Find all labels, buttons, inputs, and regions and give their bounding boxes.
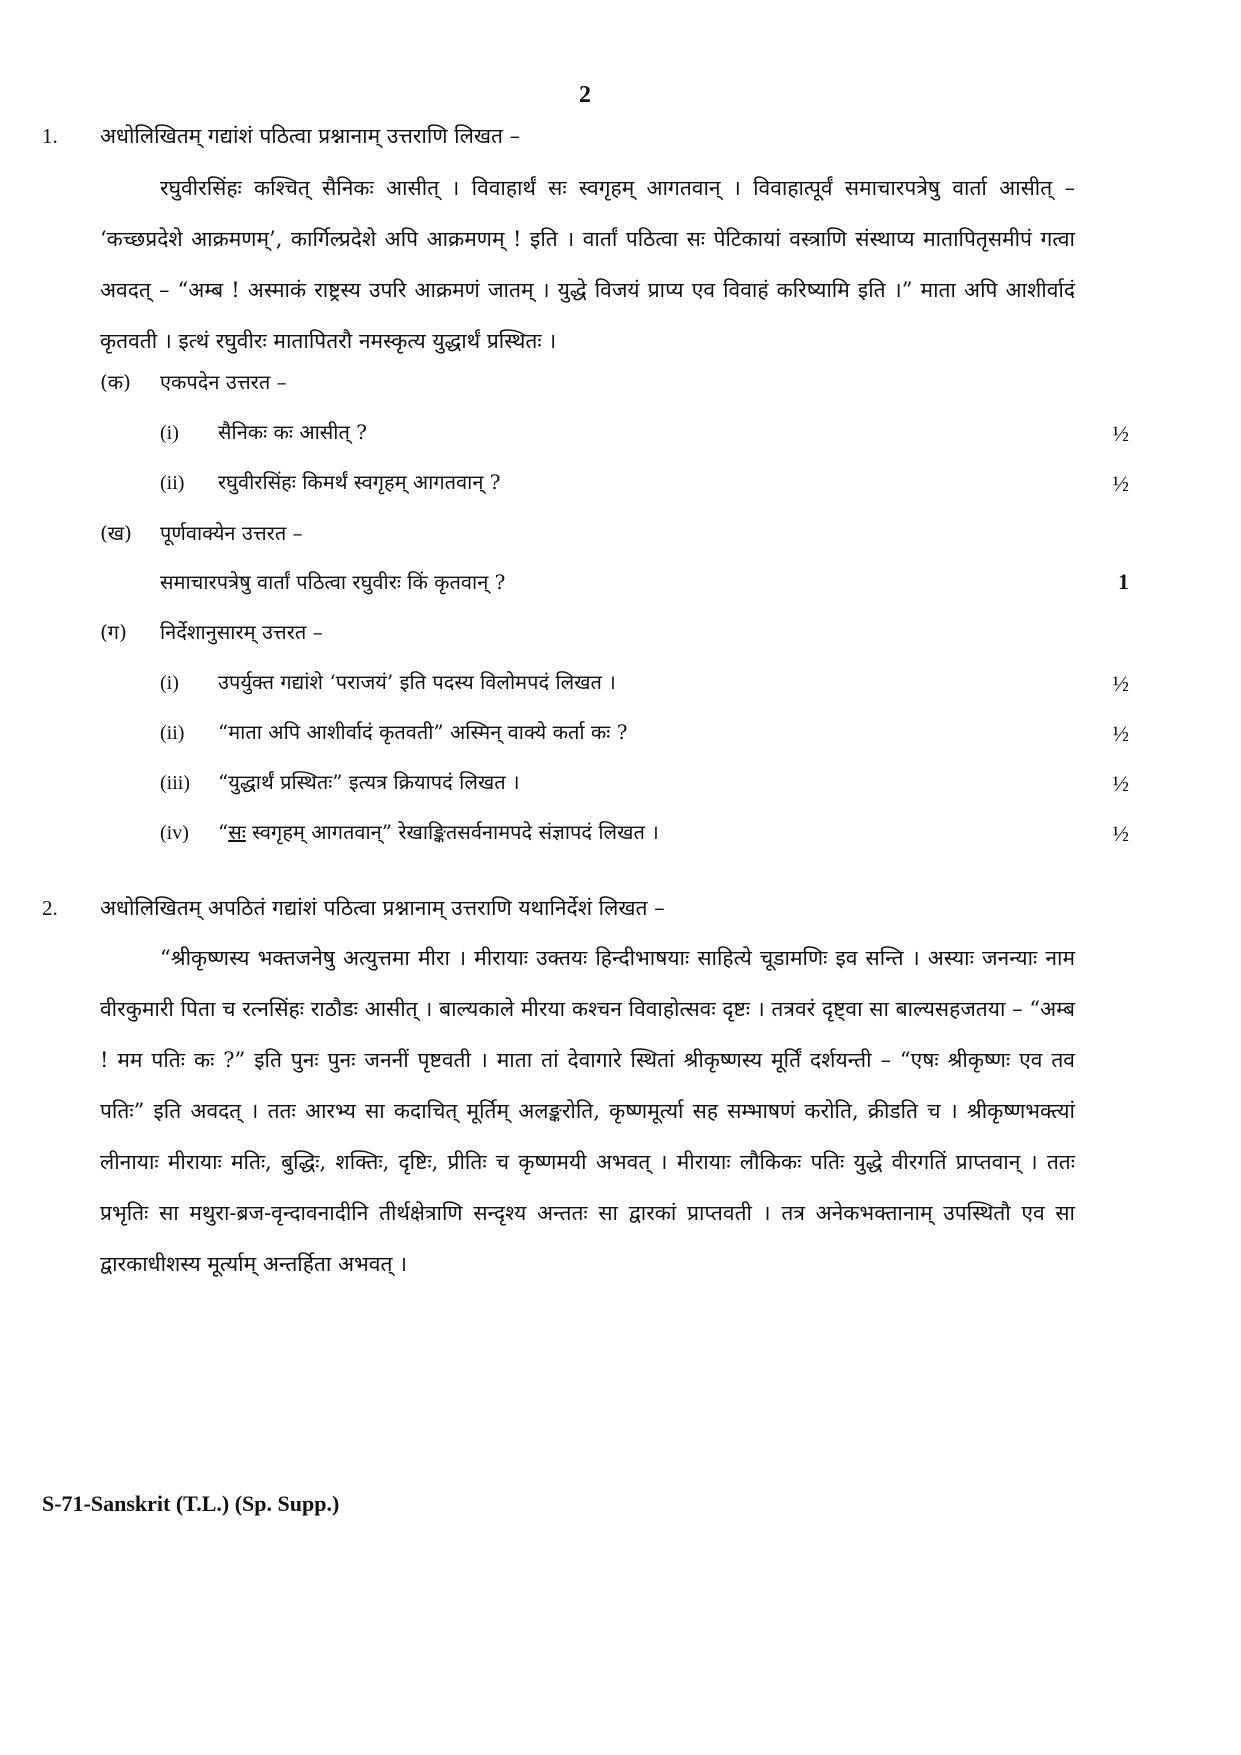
question-2-passage: “श्रीकृष्णस्य भक्तजनेषु अत्युत्तमा मीरा । मीरायाः उक्तयः हिन्दीभाषयाः साहित्ये चूडामणिः इव सन्ति । अस्याः जनन्याः नाम वीरकुमारी पिता च रत्नसिंहः राठौडः आसीत् । बाल्यकाले मीरया कश्चन विवाहोत्सवः दृष्टः । तत्रवरं दृष्ट्वा सा बाल्यसहजतया – “अम्ब ! मम पतिः कः ?” इति पुनः पुनः जननीं पृष्टवती । माता तां देवागारे स्थितां श्रीकृष्णस्य मूर्तिं दर्शयन्ती – “एषः श्रीकृष्णः एव तव पतिः” इति अवदत् । ततः आरभ्य सा कदाचित् मूर्तिम् अलङ्करोति, कृष्णमूर्त्या सह सम्भाषणं करोति, क्रीडति च । श्रीकृष्णभक्त्यां लीनायाः मीरायाः मतिः, बुद्धिः, शक्तिः, दृष्टिः, प्रीतिः च कृष्णमयी अभवत् । मीरायाः लौकिकः पतिः युद्धे वीरगतिं प्राप्तवान् । ततः प्रभृतिः सा मथुरा-ब्रज-वृन्दावनादीनि तीर्थक्षेत्राणि सन्दृश्य अन्ततः सा द्वारकां प्राप्तवती । तत्र अनेकभक्तानाम् उपस्थितौ एव सा द्वारकाधीशस्य मूर्त्याम् अन्तर्हिता अभवत् । — [100, 946, 1075, 1276]
marks: ½ — [1112, 471, 1129, 496]
part-ga-item — [160, 767, 520, 798]
marks: ½ — [1112, 671, 1129, 696]
part-ga-item — [160, 817, 659, 848]
item-text: सैनिकः कः आसीत् ? — [218, 420, 367, 444]
part-kha-title: पूर्णवाक्येन उत्तरत – — [160, 521, 303, 545]
part-kha-heading — [100, 518, 303, 548]
item-label: (ii) — [160, 722, 185, 744]
item-label: (i) — [160, 422, 179, 444]
item-text: “युद्धार्थं प्रस्थितः” इत्यत्र क्रियापदं लिखत । — [218, 770, 520, 794]
item-text: रघुवीरसिंहः किमर्थं स्वगृहम् आगतवान् ? — [218, 470, 501, 494]
part-ga-label: (ग) — [100, 620, 127, 644]
marks: ½ — [1112, 771, 1129, 796]
item-text: स्वगृहम् आगतवान्” रेखाङ्कितसर्वनामपदे संज्ञापदं लिखत । — [245, 820, 659, 844]
part-ga-item — [160, 717, 627, 748]
item-text-open-quote: “ — [218, 820, 229, 844]
question-2-heading — [42, 893, 665, 923]
item-label: (iii) — [160, 772, 190, 794]
underlined-pronoun: सः — [228, 820, 246, 844]
marks: ½ — [1112, 421, 1129, 446]
item-label: (ii) — [160, 472, 185, 494]
question-2-instruction: अधोलिखितम् अपठितं गद्यांशं पठित्वा प्रश्नानाम् उत्तराणि यथानिर्देशं लिखत – — [100, 896, 665, 920]
part-kha-question: समाचारपत्रेषु वार्तां पठित्वा रघुवीरः किं कृतवान् ? — [160, 570, 506, 594]
part-ga-item — [160, 667, 616, 698]
part-ga-heading — [100, 617, 323, 647]
page-number: 2 — [579, 82, 591, 108]
marks: ½ — [1112, 721, 1129, 746]
paper-code-footer: S-71-Sanskrit (T.L.) (Sp. Supp.) — [42, 1491, 340, 1516]
question-1-passage: रघुवीरसिंहः कश्चित् सैनिकः आसीत् । विवाहार्थं सः स्वगृहम् आगतवान् । विवाहात्पूर्वं समाचारपत्रेषु वार्ता आसीत् – ‘कच्छप्रदेशे आक्रमणम्’, कार्गिल्प्रदेशे अपि आक्रमणम् ! इति । वार्तां पठित्वा सः पेटिकायां वस्त्राणि संस्थाप्य मातापितृसमीपं गत्वा अवदत् – “अम्ब ! अस्माकं राष्ट्रस्य उपरि आक्रमणं जातम् । युद्धे विजयं प्राप्य एव विवाहं करिष्यामि इति ।” माता अपि आशीर्वादं कृतवती । इत्थं रघुवीरः मातापितरौ नमस्कृत्य युद्धार्थं प्रस्थितः । — [100, 176, 1075, 353]
part-ka-item — [160, 417, 367, 448]
marks: ½ — [1112, 821, 1129, 846]
question-1-number: 1. — [42, 124, 58, 148]
item-text: उपर्युक्त गद्यांशे ‘पराजयं’ इति पदस्य विलोमपदं लिखत । — [218, 670, 616, 694]
part-ka-item — [160, 467, 501, 498]
part-ka-title: एकपदेन उत्तरत – — [160, 370, 287, 394]
marks: 1 — [1118, 569, 1129, 594]
question-2-number: 2. — [42, 896, 58, 920]
question-1-instruction: अधोलिखितम् गद्यांशं पठित्वा प्रश्नानाम् उत्तराणि लिखत – — [100, 124, 521, 148]
item-text: “माता अपि आशीर्वादं कृतवती” अस्मिन् वाक्ये कर्ता कः ? — [218, 720, 628, 744]
question-1-heading — [42, 121, 520, 151]
part-kha-label: (ख) — [100, 521, 132, 545]
part-ka-heading — [100, 367, 287, 397]
part-ga-title: निर्देशानुसारम् उत्तरत – — [160, 620, 323, 644]
part-ka-label: (क) — [100, 370, 131, 394]
item-label: (iv) — [160, 822, 189, 844]
item-label: (i) — [160, 672, 179, 694]
